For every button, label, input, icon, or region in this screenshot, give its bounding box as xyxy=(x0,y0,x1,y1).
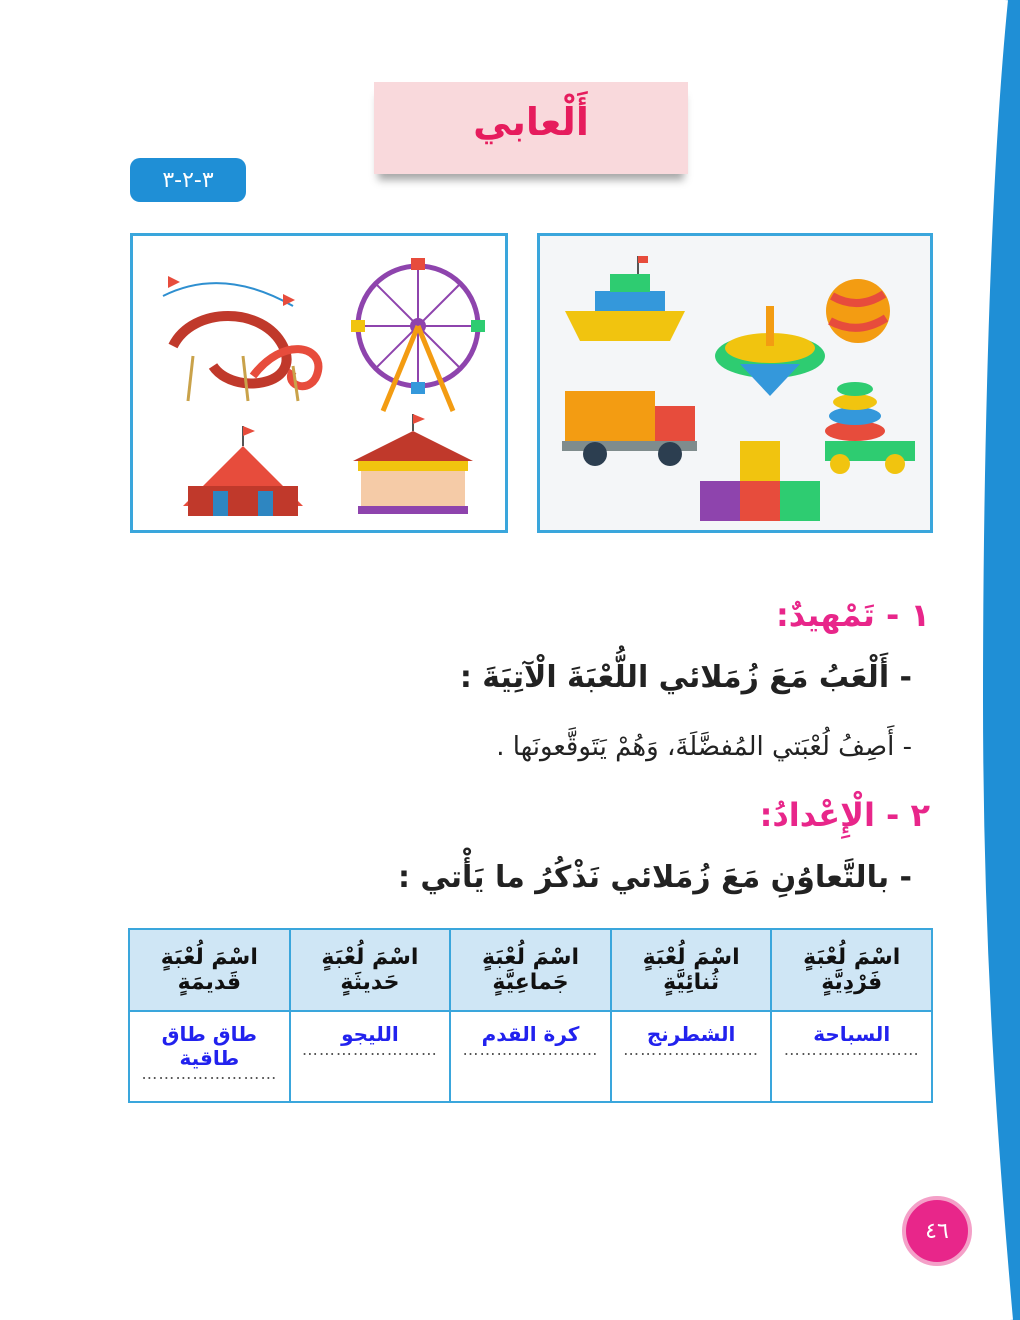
section1-line1: - أَلْعَبُ مَعَ زُمَلائي اللُّعْبَةَ الْآتِيَةَ : xyxy=(459,660,912,695)
dotted-line: …………………… xyxy=(783,1040,920,1059)
dotted-line: …………………… xyxy=(301,1040,438,1059)
header-individual-game: اسْمَ لُعْبَةٍ فَرْدِيَّةٍ xyxy=(771,929,932,1011)
section2-heading: ٢ - الْإِعْدادُ: xyxy=(759,796,930,834)
header-modern-game: اسْمَ لُعْبَةٍ حَديثَةٍ xyxy=(290,929,451,1011)
dotted-line: …………………… xyxy=(623,1040,760,1059)
table-header-row xyxy=(129,929,932,1011)
answer-old-game: طاق طاق طاقية xyxy=(161,1022,258,1070)
dotted-line: …………………… xyxy=(462,1040,599,1059)
page-title: أَلْعابي xyxy=(473,100,589,144)
answer-pair-game: الشطرنج xyxy=(646,1022,736,1046)
table-row xyxy=(129,1011,932,1102)
header-pair-game: اسْمَ لُعْبَةٍ ثُنائِيَّةٍ xyxy=(611,929,772,1011)
amusement-park-illustration xyxy=(133,236,505,530)
header-group-game: اسْمَ لُعْبَةٍ جَماعِيَّةٍ xyxy=(450,929,611,1011)
ball-icon xyxy=(826,279,890,343)
roller-coaster-icon xyxy=(163,276,318,401)
toys-image xyxy=(537,233,933,533)
answer-individual-game: السباحة xyxy=(813,1022,891,1046)
lesson-number-badge: ٣-٢-٣ xyxy=(130,158,246,202)
games-table xyxy=(128,928,933,1103)
section2-line1: - بالتَّعاوُنِ مَعَ زُمَلائي نَذْكُرُ ما يَأْتي : xyxy=(397,860,912,895)
circus-tent-icon xyxy=(183,426,303,516)
answer-cell[interactable] xyxy=(771,1011,932,1102)
title-banner xyxy=(374,82,688,174)
answer-cell[interactable] xyxy=(611,1011,772,1102)
page-number: ٤٦ xyxy=(902,1196,972,1266)
section1-heading: ١ - تَمْهيدٌ: xyxy=(775,596,930,634)
toys-illustration xyxy=(540,236,930,530)
carousel-icon xyxy=(353,414,473,514)
page-edge-decoration xyxy=(950,0,1020,1320)
answer-cell[interactable] xyxy=(450,1011,611,1102)
answer-group-game: كرة القدم xyxy=(481,1022,580,1046)
amusement-park-image xyxy=(130,233,508,533)
dotted-line: …………………… xyxy=(141,1064,278,1083)
answer-modern-game: الليجو xyxy=(341,1022,399,1046)
answer-cell[interactable] xyxy=(290,1011,451,1102)
answer-cell[interactable] xyxy=(129,1011,290,1102)
section1-line2: - أَصِفُ لُعْبَتي المُفضَّلَةَ، وَهُمْ يَتَوقَّعونَها . xyxy=(496,732,912,762)
ferris-wheel-icon xyxy=(351,258,485,411)
header-old-game: اسْمَ لُعْبَةٍ قَديمَةٍ xyxy=(129,929,290,1011)
